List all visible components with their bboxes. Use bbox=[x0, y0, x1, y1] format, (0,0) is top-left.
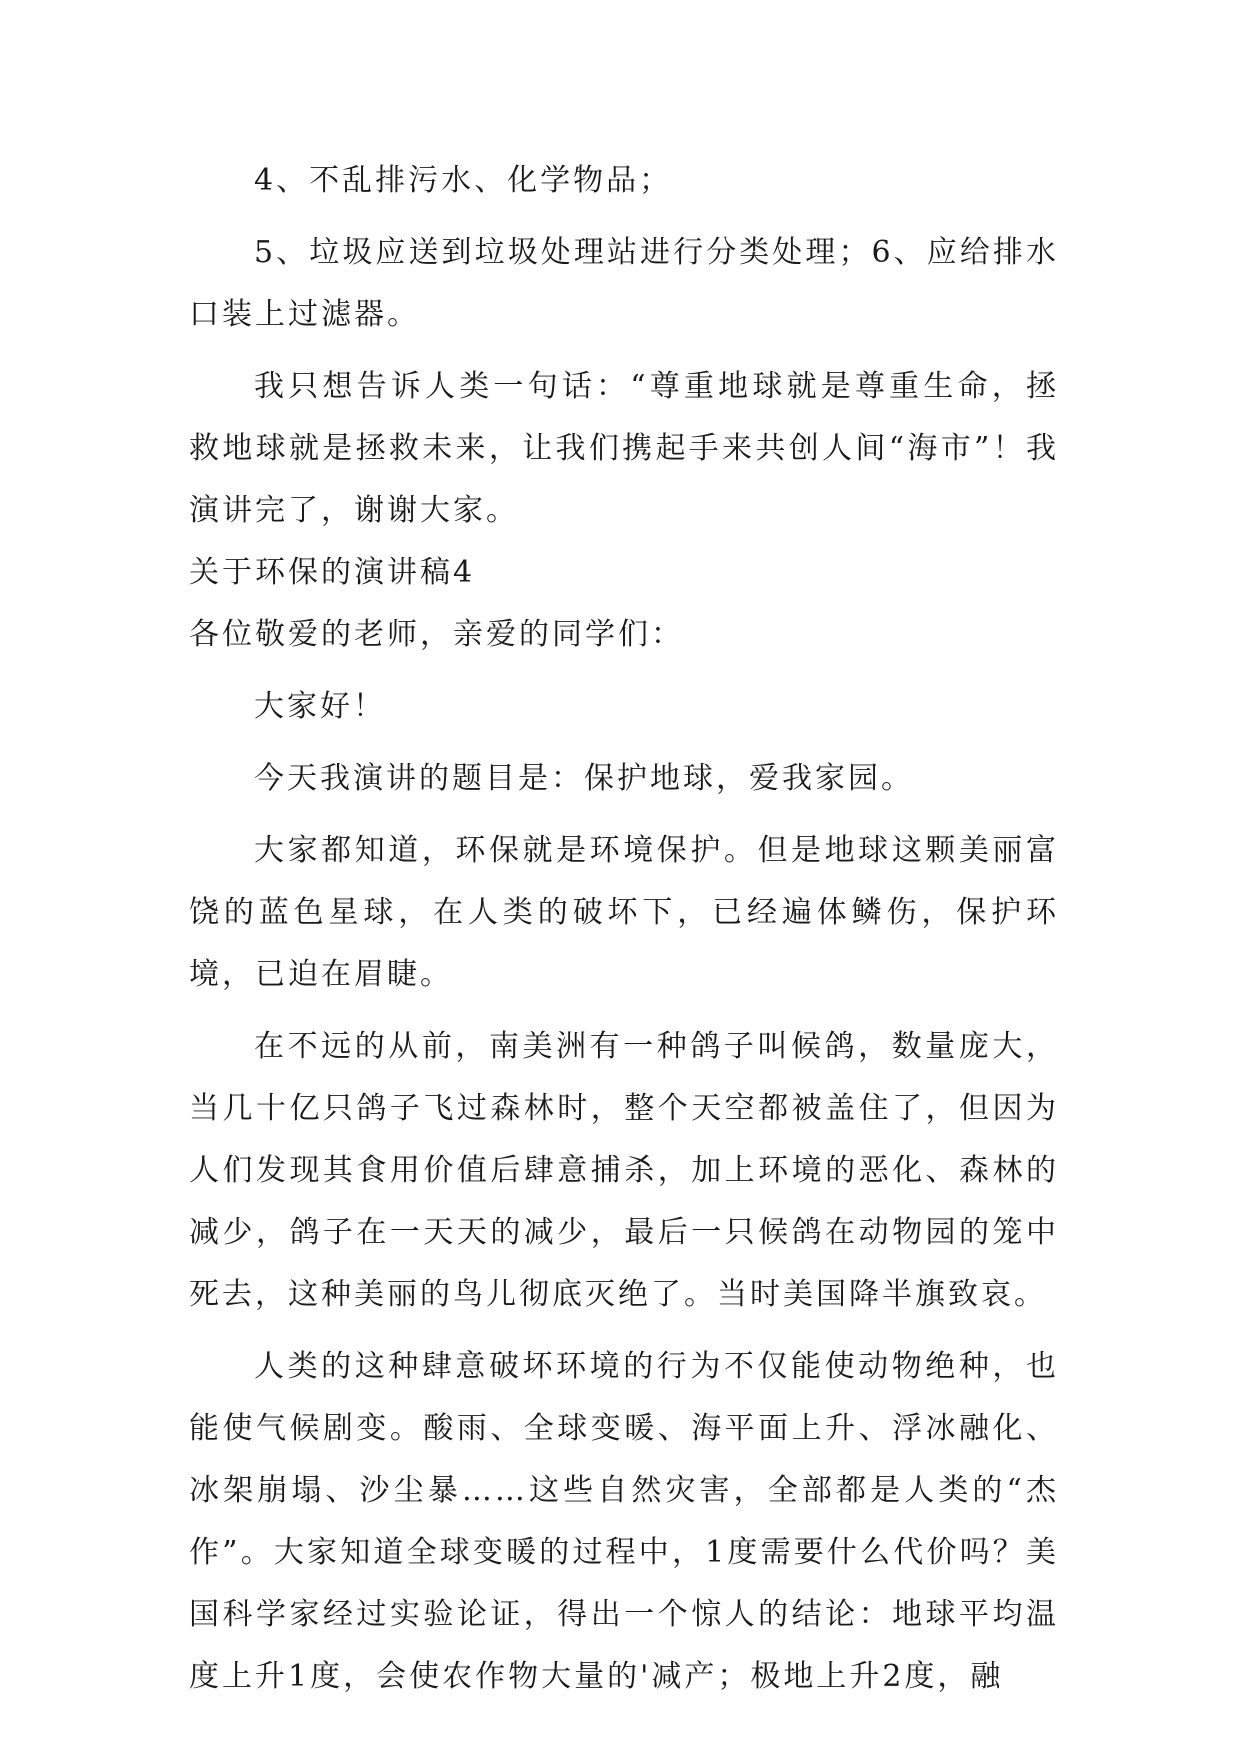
speech-topic: 今天我演讲的题目是：保护地球，爱我家园。 bbox=[254, 761, 914, 796]
body-paragraph-1: 大家都知道，环保就是环境保护。但是地球这颗美丽富饶的蓝色星球，在人类的破坏下，已经遍体鳞伤，保护环境，已迫在眉睫。 bbox=[189, 833, 1059, 992]
salutation: 各位敬爱的老师，亲爱的同学们： bbox=[189, 617, 684, 652]
list-item-5-6: 5、垃圾应送到垃圾处理站进行分类处理；6、应给排水口装上过滤器。 bbox=[189, 235, 1059, 332]
section-title: 关于环保的演讲稿4 bbox=[189, 555, 476, 590]
body-paragraph-3: 人类的这种肆意破坏环境的行为不仅能使动物绝种，也能使气候剧变。酸雨、全球变暖、海平面上升、浮冰融化、冰架崩塌、沙尘暴……这些自然灾害，全部都是人类的“杰作”。大家知道全球变暖的过程中，1度需要什么代价吗？美国科学家经过实验论证，得出一个惊人的结论：地球平均温度上升1度，会使农作物大量的'减产；极地上升2度，融 bbox=[189, 1349, 1059, 1694]
document-body bbox=[189, 150, 1059, 1708]
closing-paragraph: 我只想告诉人类一句话：“尊重地球就是尊重生命，拯救地球就是拯救未来，让我们携起手来共创人间“海市”！我演讲完了，谢谢大家。 bbox=[189, 369, 1059, 528]
list-item-4: 4、不乱排污水、化学物品； bbox=[254, 163, 673, 198]
body-paragraph-2: 在不远的从前，南美洲有一种鸽子叫候鸽，数量庞大，当几十亿只鸽子飞过森林时，整个天空都被盖住了，但因为人们发现其食用价值后肆意捕杀，加上环境的恶化、森林的减少，鸽子在一天天的减少，最后一只候鸽在动物园的笼中死去，这种美丽的鸟儿彻底灭绝了。当时美国降半旗致哀。 bbox=[189, 1029, 1059, 1312]
greeting: 大家好！ bbox=[254, 689, 386, 724]
